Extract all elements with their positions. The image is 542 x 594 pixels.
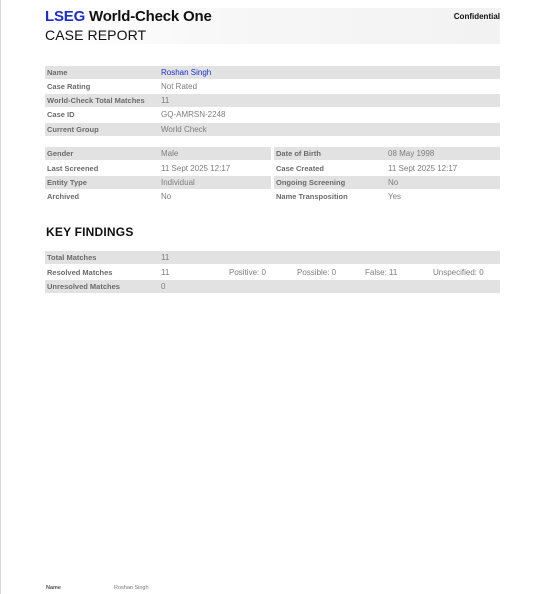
case-info-label: Case Rating bbox=[47, 82, 91, 91]
case-info-label: World-Check Total Matches bbox=[47, 96, 145, 105]
details-row-entity-type bbox=[45, 176, 271, 189]
details-row-ongoing-screening bbox=[274, 176, 500, 189]
brand-title bbox=[45, 8, 212, 26]
case-name-value[interactable]: Roshan Singh bbox=[161, 68, 212, 77]
details-row-dob bbox=[274, 147, 500, 160]
case-info-label: Name bbox=[47, 68, 68, 77]
details-row-archived bbox=[45, 190, 271, 203]
case-info-row-rating bbox=[45, 80, 500, 93]
footer-name-value: Roshan Singh bbox=[114, 585, 149, 591]
key-findings-title: KEY FINDINGS bbox=[46, 225, 134, 239]
findings-possible: Possible: 0 bbox=[297, 268, 337, 277]
details-value: 11 Sept 2025 12:17 bbox=[388, 164, 458, 173]
findings-unspecified: Unspecified: 0 bbox=[433, 268, 484, 277]
confidential-label: Confidential bbox=[453, 12, 500, 21]
footer-name-label: Name bbox=[46, 585, 61, 591]
details-row-last-screened bbox=[45, 162, 271, 175]
findings-label: Resolved Matches bbox=[47, 268, 113, 277]
findings-value: 11 bbox=[161, 253, 170, 262]
findings-row-resolved bbox=[45, 266, 500, 279]
details-label: Gender bbox=[47, 149, 74, 158]
details-label: Entity Type bbox=[47, 178, 87, 187]
findings-row-unresolved bbox=[45, 280, 500, 293]
page-left-border bbox=[0, 0, 1, 594]
case-info-row-total-matches bbox=[45, 94, 500, 107]
details-label: Ongoing Screening bbox=[276, 178, 346, 187]
case-info-row-name bbox=[45, 66, 500, 79]
details-value: No bbox=[388, 178, 399, 187]
details-value: 11 Sept 2025 12:17 bbox=[161, 164, 231, 173]
brand-lseg: LSEG bbox=[45, 8, 86, 25]
details-value: Yes bbox=[388, 192, 402, 201]
details-label: Last Screened bbox=[47, 164, 99, 173]
case-info-row-group bbox=[45, 123, 500, 136]
case-info-label: Current Group bbox=[47, 125, 99, 134]
findings-value: 0 bbox=[161, 282, 166, 291]
details-label: Date of Birth bbox=[276, 149, 321, 158]
case-info-label: Case ID bbox=[47, 110, 75, 119]
case-info-value: 11 bbox=[161, 96, 170, 105]
details-value: 08 May 1998 bbox=[388, 149, 435, 158]
report-header bbox=[45, 8, 500, 44]
findings-row-total bbox=[45, 251, 500, 264]
details-label: Case Created bbox=[276, 164, 324, 173]
details-label: Name Transposition bbox=[276, 192, 348, 201]
details-row-gender bbox=[45, 147, 271, 160]
findings-false: False: 11 bbox=[365, 268, 398, 277]
findings-positive: Positive: 0 bbox=[229, 268, 266, 277]
details-value: No bbox=[161, 192, 172, 201]
case-info-value: World Check bbox=[161, 125, 207, 134]
report-title: CASE REPORT bbox=[45, 27, 147, 43]
case-info-row-case-id bbox=[45, 108, 500, 121]
details-value: Individual bbox=[161, 178, 195, 187]
details-value: Male bbox=[161, 149, 179, 158]
findings-label: Total Matches bbox=[47, 253, 97, 262]
details-row-case-created bbox=[274, 162, 500, 175]
brand-product: World-Check One bbox=[89, 8, 212, 25]
case-info-value: GQ-AMRSN-2248 bbox=[161, 110, 226, 119]
case-info-value: Not Rated bbox=[161, 82, 198, 91]
findings-label: Unresolved Matches bbox=[47, 282, 120, 291]
findings-value: 11 bbox=[161, 268, 170, 277]
details-label: Archived bbox=[47, 192, 80, 201]
details-row-name-transposition bbox=[274, 190, 500, 203]
